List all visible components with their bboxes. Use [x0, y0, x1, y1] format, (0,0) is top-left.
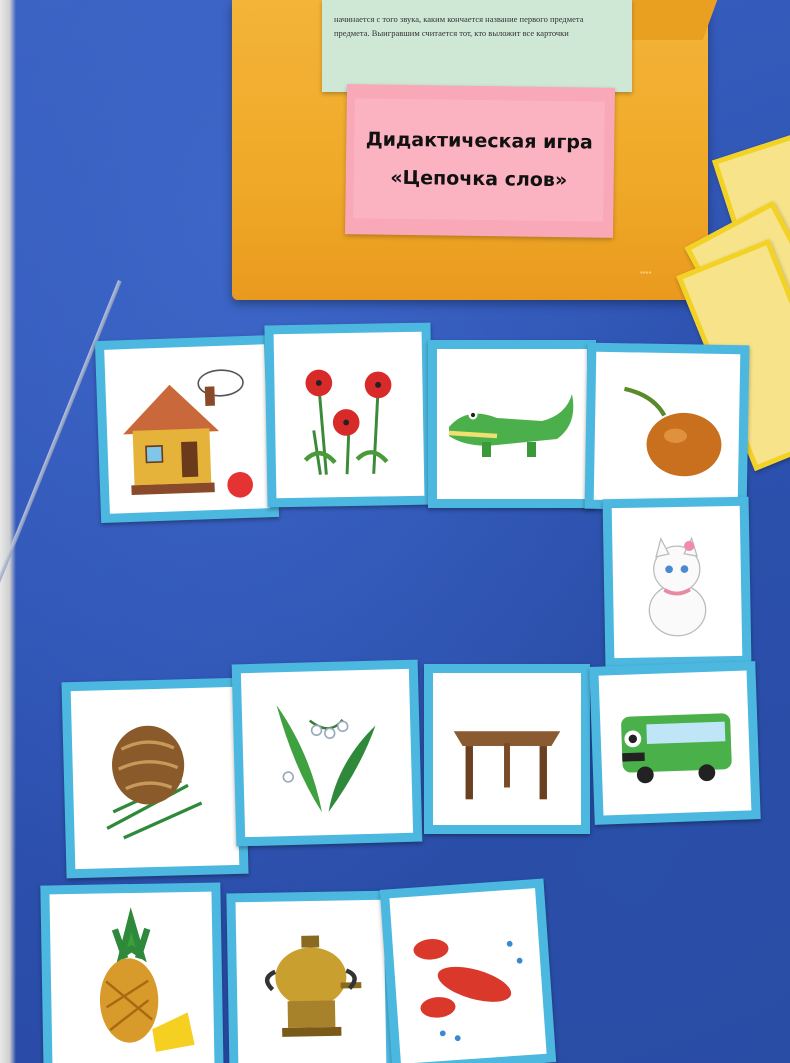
rules-line: предмета. Выигравшим считается тот, кто выложит все карточки [334, 28, 569, 38]
card-face [71, 687, 240, 869]
onion-icon [594, 352, 741, 502]
title-card [353, 98, 605, 221]
card-face [594, 352, 741, 502]
pinecone-icon [71, 687, 240, 869]
rules-line: начинается с того звука, каким кончается название первого предмета [334, 14, 584, 24]
card-face [433, 673, 581, 825]
card-face [241, 669, 413, 837]
table-icon [433, 673, 581, 825]
card-face [236, 900, 387, 1063]
rules-note [322, 0, 632, 92]
lily-of-the-valley-icon [241, 669, 413, 837]
cat-card[interactable] [603, 497, 752, 668]
pineapple-card[interactable] [40, 882, 223, 1063]
samovar-card[interactable] [226, 891, 395, 1063]
card-face [437, 349, 587, 499]
onion-card[interactable] [585, 343, 750, 512]
game-subtitle: «Цепочка слов» [390, 166, 568, 192]
samovar-icon [236, 900, 387, 1063]
cat-icon [612, 506, 743, 658]
card-face [389, 888, 546, 1063]
pinecone-card[interactable] [61, 678, 248, 879]
house-icon [104, 344, 270, 513]
crocodile-card[interactable] [428, 340, 596, 508]
bus-icon [599, 670, 752, 815]
crayfish-card[interactable] [380, 879, 556, 1063]
card-face [49, 892, 214, 1063]
game-title: Дидактическая игра [365, 128, 593, 154]
card-face [274, 332, 425, 499]
card-face [599, 670, 752, 815]
card-face [612, 506, 743, 658]
pineapple-icon [49, 892, 214, 1063]
card-face [104, 344, 270, 513]
title-note [345, 84, 615, 238]
bus-card[interactable] [589, 661, 760, 825]
lily-of-the-valley-card[interactable] [232, 660, 423, 847]
table-card[interactable] [424, 664, 590, 834]
crayfish-icon [389, 888, 546, 1063]
poppies-card[interactable] [264, 323, 433, 508]
poppy-icon [274, 332, 425, 499]
envelope-mark: ▪▪▪▪ [640, 268, 652, 277]
crocodile-icon [437, 349, 587, 499]
wall-edge [0, 0, 16, 1063]
house-card[interactable] [95, 335, 279, 523]
